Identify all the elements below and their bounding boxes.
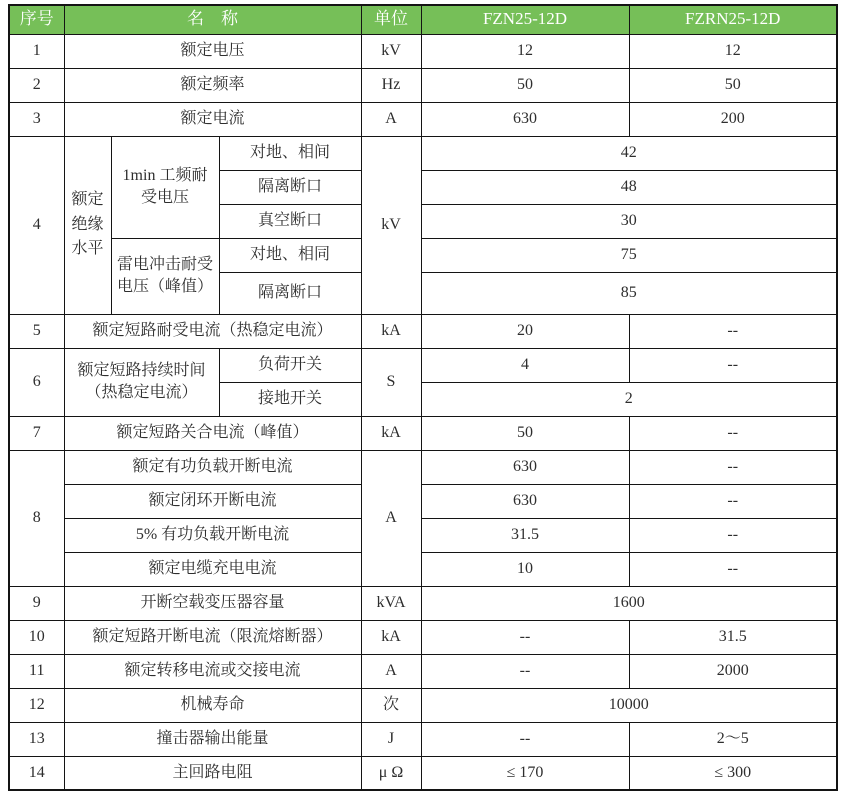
table-row bbox=[9, 450, 837, 484]
row11-no: 11 bbox=[9, 654, 64, 688]
row6-item2-name: 接地开关 bbox=[219, 382, 361, 416]
row7-value-b: -- bbox=[629, 416, 837, 450]
header-model-a: FZN25-12D bbox=[421, 5, 629, 34]
row6-name: 额定短路持续时间（热稳定电流） bbox=[64, 348, 219, 416]
row12-unit: 次 bbox=[361, 688, 421, 722]
row2-unit: Hz bbox=[361, 68, 421, 102]
row14-no: 14 bbox=[9, 756, 64, 790]
row8-item1-value-b: -- bbox=[629, 450, 837, 484]
row4-sub1-item3-value: 30 bbox=[421, 204, 837, 238]
row7-no: 7 bbox=[9, 416, 64, 450]
row6-item2-value-merged: 2 bbox=[421, 382, 837, 416]
row6-no: 6 bbox=[9, 348, 64, 416]
row1-name: 额定电压 bbox=[64, 34, 361, 68]
row11-unit: A bbox=[361, 654, 421, 688]
row11-value-a: -- bbox=[421, 654, 629, 688]
row4-group-label: 额定绝缘水平 bbox=[64, 136, 111, 314]
row14-unit: μ Ω bbox=[361, 756, 421, 790]
row6-unit: S bbox=[361, 348, 421, 416]
row8-item2-name: 额定闭环开断电流 bbox=[64, 484, 361, 518]
row2-name: 额定频率 bbox=[64, 68, 361, 102]
row13-name: 撞击器输出能量 bbox=[64, 722, 361, 756]
table-row bbox=[9, 722, 837, 756]
row1-value-a: 12 bbox=[421, 34, 629, 68]
row4-no: 4 bbox=[9, 136, 64, 314]
table-row bbox=[9, 238, 837, 272]
row4-sub1-item3-name: 真空断口 bbox=[219, 204, 361, 238]
row14-name: 主回路电阻 bbox=[64, 756, 361, 790]
row8-item2-value-b: -- bbox=[629, 484, 837, 518]
row4-sub1-item2-name: 隔离断口 bbox=[219, 170, 361, 204]
row5-name: 额定短路耐受电流（热稳定电流） bbox=[64, 314, 361, 348]
header-serial: 序号 bbox=[9, 5, 64, 34]
table-row bbox=[9, 68, 837, 102]
row4-unit: kV bbox=[361, 136, 421, 314]
row10-no: 10 bbox=[9, 620, 64, 654]
row5-unit: kA bbox=[361, 314, 421, 348]
table-row bbox=[9, 484, 837, 518]
row3-no: 3 bbox=[9, 102, 64, 136]
row8-item3-value-b: -- bbox=[629, 518, 837, 552]
row1-unit: kV bbox=[361, 34, 421, 68]
row4-sub2-item1-value: 75 bbox=[421, 238, 837, 272]
row3-name: 额定电流 bbox=[64, 102, 361, 136]
row4-sub2-item2-name: 隔离断口 bbox=[219, 272, 361, 314]
table-row bbox=[9, 416, 837, 450]
table-row bbox=[9, 348, 837, 382]
row2-no: 2 bbox=[9, 68, 64, 102]
table-row bbox=[9, 756, 837, 790]
row9-name: 开断空载变压器容量 bbox=[64, 586, 361, 620]
spec-table bbox=[8, 4, 838, 791]
row3-value-a: 630 bbox=[421, 102, 629, 136]
row4-sub1-label: 1min 工频耐受电压 bbox=[111, 136, 219, 238]
row5-no: 5 bbox=[9, 314, 64, 348]
row1-no: 1 bbox=[9, 34, 64, 68]
row8-item1-value-a: 630 bbox=[421, 450, 629, 484]
row12-name: 机械寿命 bbox=[64, 688, 361, 722]
row4-sub1-item2-value: 48 bbox=[421, 170, 837, 204]
table-row bbox=[9, 314, 837, 348]
table-row bbox=[9, 136, 837, 170]
row8-item4-value-b: -- bbox=[629, 552, 837, 586]
row2-value-a: 50 bbox=[421, 68, 629, 102]
row3-unit: A bbox=[361, 102, 421, 136]
row6-item1-value-b: -- bbox=[629, 348, 837, 382]
row10-name: 额定短路开断电流（限流熔断器） bbox=[64, 620, 361, 654]
header-unit: 单位 bbox=[361, 5, 421, 34]
row8-item3-value-a: 31.5 bbox=[421, 518, 629, 552]
row7-value-a: 50 bbox=[421, 416, 629, 450]
row4-sub1-item1-name: 对地、相间 bbox=[219, 136, 361, 170]
row8-item4-value-a: 10 bbox=[421, 552, 629, 586]
row5-value-b: -- bbox=[629, 314, 837, 348]
row13-unit: J bbox=[361, 722, 421, 756]
row13-value-a: -- bbox=[421, 722, 629, 756]
table-row bbox=[9, 34, 837, 68]
row10-unit: kA bbox=[361, 620, 421, 654]
row10-value-b: 31.5 bbox=[629, 620, 837, 654]
row13-no: 13 bbox=[9, 722, 64, 756]
row14-value-a: ≤ 170 bbox=[421, 756, 629, 790]
table-row bbox=[9, 102, 837, 136]
row14-value-b: ≤ 300 bbox=[629, 756, 837, 790]
row8-no: 8 bbox=[9, 450, 64, 586]
row4-sub2-item2-value: 85 bbox=[421, 272, 837, 314]
row8-item3-name: 5% 有功负载开断电流 bbox=[64, 518, 361, 552]
row9-unit: kVA bbox=[361, 586, 421, 620]
table-row bbox=[9, 654, 837, 688]
row7-name: 额定短路关合电流（峰值） bbox=[64, 416, 361, 450]
table-row bbox=[9, 688, 837, 722]
row8-item1-name: 额定有功负载开断电流 bbox=[64, 450, 361, 484]
row9-value-merged: 1600 bbox=[421, 586, 837, 620]
row8-item2-value-a: 630 bbox=[421, 484, 629, 518]
header-row bbox=[9, 5, 837, 34]
row7-unit: kA bbox=[361, 416, 421, 450]
row3-value-b: 200 bbox=[629, 102, 837, 136]
row9-no: 9 bbox=[9, 586, 64, 620]
row13-value-b: 2～5 bbox=[629, 722, 837, 756]
table-row bbox=[9, 552, 837, 586]
row6-item1-value-a: 4 bbox=[421, 348, 629, 382]
row6-item1-name: 负荷开关 bbox=[219, 348, 361, 382]
row5-value-a: 20 bbox=[421, 314, 629, 348]
row12-value-merged: 10000 bbox=[421, 688, 837, 722]
row11-value-b: 2000 bbox=[629, 654, 837, 688]
row10-value-a: -- bbox=[421, 620, 629, 654]
header-model-b: FZRN25-12D bbox=[629, 5, 837, 34]
table-row bbox=[9, 620, 837, 654]
table-row bbox=[9, 518, 837, 552]
row8-unit: A bbox=[361, 450, 421, 586]
row4-sub2-label: 雷电冲击耐受电压（峰值） bbox=[111, 238, 219, 314]
row11-name: 额定转移电流或交接电流 bbox=[64, 654, 361, 688]
row4-sub1-item1-value: 42 bbox=[421, 136, 837, 170]
table-row bbox=[9, 586, 837, 620]
row12-no: 12 bbox=[9, 688, 64, 722]
row8-item4-name: 额定电缆充电电流 bbox=[64, 552, 361, 586]
row1-value-b: 12 bbox=[629, 34, 837, 68]
header-name: 名 称 bbox=[64, 5, 361, 34]
row2-value-b: 50 bbox=[629, 68, 837, 102]
row4-sub2-item1-name: 对地、相同 bbox=[219, 238, 361, 272]
